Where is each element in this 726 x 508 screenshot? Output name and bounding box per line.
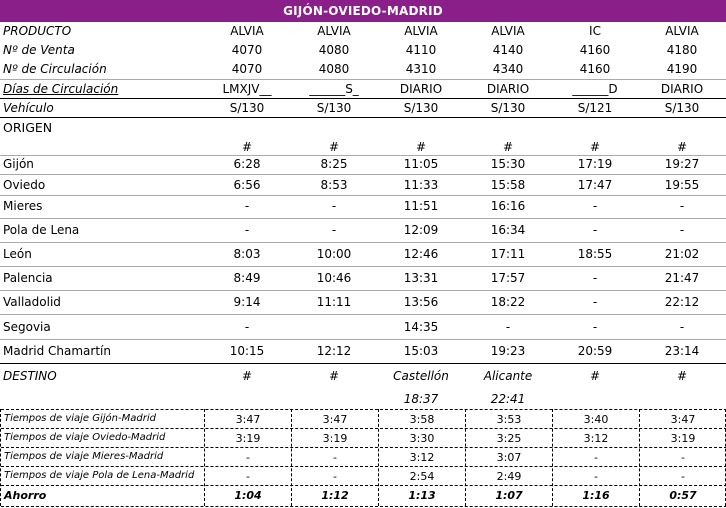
station-name: Oviedo (3, 178, 46, 192)
cell: 11:11 (316, 295, 352, 309)
cell: 2:54 (409, 470, 435, 483)
cell: - (679, 199, 685, 213)
cell: - (244, 199, 250, 213)
cell: Castellón (393, 369, 449, 383)
row-label: Nº de Circulación (3, 62, 107, 76)
timetable-title: GIJÓN-OVIEDO-MADRID (0, 0, 726, 22)
savings-label: Ahorro (4, 489, 47, 502)
cell: 3:40 (583, 413, 609, 426)
cell: 0:57 (669, 489, 697, 502)
cell: 10:15 (229, 344, 265, 358)
cell: - (592, 271, 598, 285)
cell: 20:59 (577, 344, 613, 358)
cell: DIARIO (399, 82, 443, 96)
cell: 1:04 (234, 489, 262, 502)
cell: ALVIA (491, 24, 525, 38)
row-label: Días de Circulación (3, 82, 119, 96)
cell: # (589, 369, 601, 383)
cell: 10:00 (316, 247, 352, 261)
cell: 21:47 (664, 271, 700, 285)
cell: 17:11 (490, 247, 526, 261)
cell: - (331, 223, 337, 237)
cell: ALVIA (317, 24, 351, 38)
cell: 22:41 (490, 392, 526, 406)
cell: 18:55 (577, 247, 613, 261)
cell: # (676, 369, 688, 383)
cell: - (679, 223, 685, 237)
station-name: Palencia (3, 271, 53, 285)
cell: 4180 (666, 43, 698, 57)
travel-time-row (1, 409, 726, 429)
cell: ALVIA (404, 24, 438, 38)
cell: 3:53 (496, 413, 522, 426)
origin-label: ORIGEN (3, 120, 53, 135)
cell: 11:05 (403, 157, 439, 171)
cell: 11:51 (403, 199, 439, 213)
cell: - (592, 199, 598, 213)
divider (0, 174, 726, 175)
cell: 4160 (579, 62, 611, 76)
cell: - (592, 223, 598, 237)
cell: 15:58 (490, 178, 526, 192)
cell: 19:55 (664, 178, 700, 192)
cell: 8:53 (320, 178, 348, 192)
cell: 4140 (492, 43, 524, 57)
travel-time-label: Tiempos de viaje Pola de Lena-Madrid (4, 470, 195, 481)
cell: 3:47 (670, 413, 696, 426)
cell: 3:47 (235, 413, 261, 426)
travel-time-row (1, 428, 726, 448)
cell: # (589, 140, 601, 154)
cell: 1:13 (408, 489, 436, 502)
row-label: Vehículo (3, 101, 54, 115)
cell: 19:23 (490, 344, 526, 358)
cell: - (681, 470, 685, 483)
cell: - (594, 470, 598, 483)
cell: 3:58 (409, 413, 435, 426)
station-name: Pola de Lena (3, 223, 80, 237)
cell: # (241, 140, 253, 154)
cell: - (246, 470, 250, 483)
cell: - (679, 320, 685, 334)
cell: 4160 (579, 43, 611, 57)
cell: 23:14 (664, 344, 700, 358)
cell: IC (589, 24, 601, 38)
cell: 6:28 (233, 157, 261, 171)
cell: DIARIO (486, 82, 530, 96)
cell: S/130 (490, 101, 526, 115)
cell: 12:12 (316, 344, 352, 358)
cell: - (592, 295, 598, 309)
cell: 4110 (405, 43, 437, 57)
cell: 3:12 (409, 451, 435, 464)
cell: 8:25 (320, 157, 348, 171)
cell: S/130 (316, 101, 352, 115)
cell: 3:07 (496, 451, 522, 464)
cell: Alicante (483, 369, 533, 383)
cell: 16:34 (490, 223, 526, 237)
station-name: Gijón (3, 157, 34, 171)
cell: - (681, 451, 685, 464)
travel-time-label: Tiempos de viaje Oviedo-Madrid (4, 432, 166, 443)
cell: 4340 (492, 62, 524, 76)
travel-times-box (0, 409, 726, 506)
cell: 17:57 (490, 271, 526, 285)
cell: - (333, 470, 337, 483)
travel-time-label: Tiempos de viaje Gijón-Madrid (4, 413, 156, 424)
cell: ______D (572, 82, 618, 96)
row-label: Nº de Venta (3, 43, 75, 57)
cell: S/130 (229, 101, 265, 115)
cell: S/130 (403, 101, 439, 115)
savings-row (1, 485, 726, 507)
cell: 10:46 (316, 271, 352, 285)
cell: 18:37 (403, 392, 439, 406)
cell: 19:27 (664, 157, 700, 171)
cell: - (333, 451, 337, 464)
station-name: Mieres (3, 199, 43, 213)
cell: # (415, 140, 427, 154)
divider (0, 290, 726, 291)
cell: 17:19 (577, 157, 613, 171)
travel-time-row (1, 447, 726, 467)
cell: 4310 (405, 62, 437, 76)
cell: 8:03 (233, 247, 261, 261)
cell: 9:14 (233, 295, 261, 309)
divider (0, 218, 726, 219)
cell: ALVIA (665, 24, 699, 38)
cell: ______S_ (309, 82, 359, 96)
cell: 11:33 (403, 178, 439, 192)
cell: # (676, 140, 688, 154)
cell: 8:49 (233, 271, 261, 285)
travel-time-row (1, 466, 726, 486)
cell: 17:47 (577, 178, 613, 192)
cell: - (244, 320, 250, 334)
cell: 1:16 (582, 489, 610, 502)
station-name: Madrid Chamartín (3, 344, 111, 358)
cell: 15:30 (490, 157, 526, 171)
cell: # (502, 140, 514, 154)
cell: 1:07 (495, 489, 523, 502)
cell: 12:09 (403, 223, 439, 237)
cell: - (592, 320, 598, 334)
cell: S/121 (577, 101, 613, 115)
station-name: Segovia (3, 320, 51, 334)
divider (0, 79, 726, 80)
divider (0, 339, 726, 340)
divider (0, 314, 726, 315)
cell: - (594, 451, 598, 464)
cell: 4070 (231, 62, 263, 76)
divider (0, 98, 726, 99)
divider (0, 266, 726, 267)
cell: S/130 (664, 101, 700, 115)
cell: 4190 (666, 62, 698, 76)
cell: 22:12 (664, 295, 700, 309)
cell: 1:12 (321, 489, 349, 502)
cell: 21:02 (664, 247, 700, 261)
cell: 3:12 (583, 432, 609, 445)
cell: 3:25 (496, 432, 522, 445)
station-name: Valladolid (3, 295, 61, 309)
cell: LMXJV__ (222, 82, 272, 96)
cell: # (328, 369, 340, 383)
cell: 6:56 (233, 178, 261, 192)
station-name: León (3, 247, 32, 261)
cell: 4070 (231, 43, 263, 57)
cell: - (505, 320, 511, 334)
divider (0, 117, 726, 118)
row-label: PRODUCTO (3, 24, 72, 38)
travel-time-label: Tiempos de viaje Mieres-Madrid (4, 451, 164, 462)
divider (0, 155, 726, 156)
cell: - (244, 223, 250, 237)
cell: - (331, 199, 337, 213)
cell: 3:47 (322, 413, 348, 426)
cell: 12:46 (403, 247, 439, 261)
cell: DIARIO (660, 82, 704, 96)
divider (0, 242, 726, 243)
cell: 13:31 (403, 271, 439, 285)
cell: 15:03 (403, 344, 439, 358)
cell: # (328, 140, 340, 154)
divider (0, 195, 726, 196)
cell: 2:49 (496, 470, 522, 483)
destination-label: DESTINO (3, 369, 57, 383)
divider (0, 363, 726, 364)
cell: 13:56 (403, 295, 439, 309)
cell: 4080 (318, 62, 350, 76)
cell: 3:19 (670, 432, 696, 445)
cell: 3:19 (322, 432, 348, 445)
cell: - (246, 451, 250, 464)
cell: 3:30 (409, 432, 435, 445)
cell: 18:22 (490, 295, 526, 309)
cell: ALVIA (230, 24, 264, 38)
cell: 4080 (318, 43, 350, 57)
cell: # (241, 369, 253, 383)
cell: 3:19 (235, 432, 261, 445)
cell: 16:16 (490, 199, 526, 213)
cell: 14:35 (403, 320, 439, 334)
